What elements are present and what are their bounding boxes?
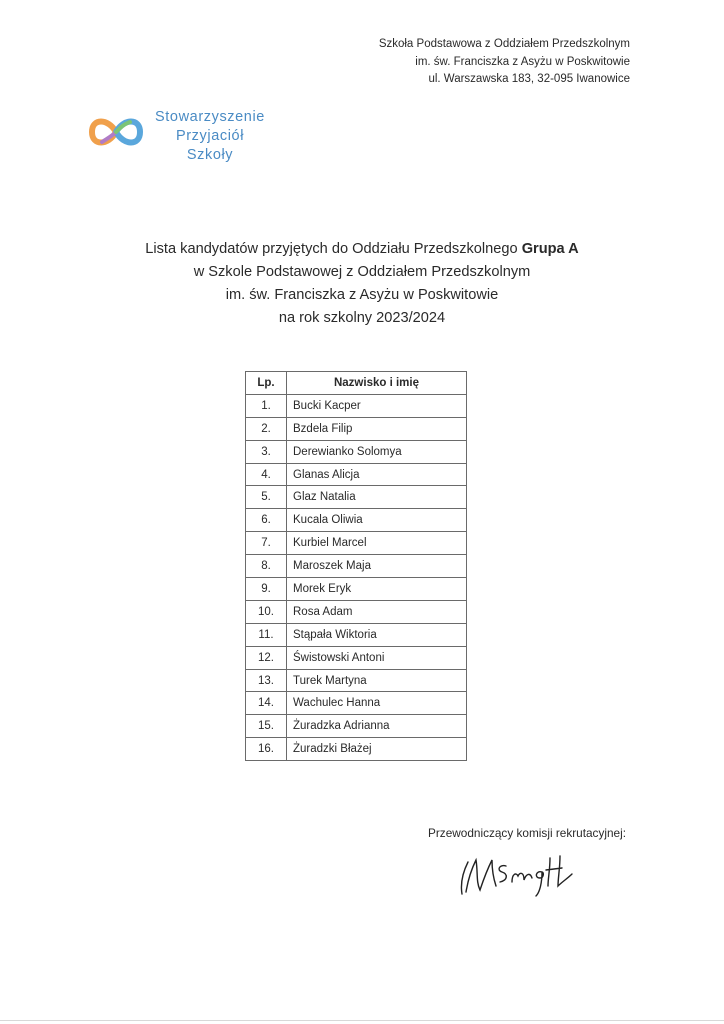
candidate-name: Żuradzka Adrianna bbox=[287, 715, 467, 738]
row-number: 3. bbox=[246, 440, 287, 463]
candidate-name: Derewianko Solomya bbox=[287, 440, 467, 463]
column-header-name: Nazwisko i imię bbox=[287, 372, 467, 395]
logo-line-3: Szkoły bbox=[186, 147, 234, 163]
handwritten-signature-icon bbox=[446, 838, 596, 905]
candidate-name: Żuradzki Błażej bbox=[287, 738, 467, 761]
candidate-name: Wachulec Hanna bbox=[287, 692, 467, 715]
candidate-name: Glaz Natalia bbox=[287, 486, 467, 509]
title-line-2: w Szkole Podstawowej z Oddziałem Przedszkolnym bbox=[193, 264, 531, 280]
title-line-4: na rok szkolny 2023/2024 bbox=[278, 310, 446, 326]
candidate-name: Maroszek Maja bbox=[287, 555, 467, 578]
candidate-name: Kucala Oliwia bbox=[287, 509, 467, 532]
row-number: 14. bbox=[246, 692, 287, 715]
table-row bbox=[246, 600, 467, 623]
infinity-ribbon-icon bbox=[88, 112, 144, 152]
table-row bbox=[246, 440, 467, 463]
column-header-lp: Lp. bbox=[246, 372, 287, 395]
candidate-name: Morek Eryk bbox=[287, 578, 467, 601]
candidate-name: Bucki Kacper bbox=[287, 394, 467, 417]
row-number: 10. bbox=[246, 600, 287, 623]
table-row bbox=[246, 555, 467, 578]
row-number: 11. bbox=[246, 623, 287, 646]
row-number: 15. bbox=[246, 715, 287, 738]
row-number: 12. bbox=[246, 646, 287, 669]
row-number: 7. bbox=[246, 532, 287, 555]
title-line-3: im. św. Franciszka z Asyżu w Poskwitowie bbox=[225, 287, 499, 303]
logo-line-1: Stowarzyszenie bbox=[155, 109, 265, 125]
admitted-candidates-table bbox=[245, 371, 467, 761]
table-row bbox=[246, 646, 467, 669]
row-number: 8. bbox=[246, 555, 287, 578]
school-address-line: ul. Warszawska 183, 32-095 Iwanowice bbox=[428, 73, 630, 85]
table-row bbox=[246, 417, 467, 440]
document-title bbox=[80, 238, 644, 330]
candidate-name: Stąpała Wiktoria bbox=[287, 623, 467, 646]
row-number: 2. bbox=[246, 417, 287, 440]
association-logo bbox=[88, 108, 278, 172]
table-row bbox=[246, 715, 467, 738]
table-row bbox=[246, 738, 467, 761]
chair-label: Przewodniczący komisji rekrutacyjnej: bbox=[428, 826, 626, 840]
table-row bbox=[246, 578, 467, 601]
table-row bbox=[246, 394, 467, 417]
logo-line-2: Przyjaciół bbox=[175, 128, 245, 144]
title-line-1-text: Lista kandydatów przyjętych do Oddziału Przedszkolnego bbox=[145, 241, 522, 257]
group-name: Grupa A bbox=[521, 241, 579, 257]
row-number: 6. bbox=[246, 509, 287, 532]
school-address-header bbox=[379, 36, 630, 89]
row-number: 4. bbox=[246, 463, 287, 486]
row-number: 13. bbox=[246, 669, 287, 692]
school-patron-line: im. św. Franciszka z Asyżu w Poskwitowie bbox=[415, 55, 630, 68]
logo-text bbox=[146, 108, 274, 165]
table-row bbox=[246, 463, 467, 486]
candidate-name: Turek Martyna bbox=[287, 669, 467, 692]
table-row bbox=[246, 669, 467, 692]
table-row bbox=[246, 486, 467, 509]
row-number: 16. bbox=[246, 738, 287, 761]
candidate-name: Glanas Alicja bbox=[287, 463, 467, 486]
row-number: 9. bbox=[246, 578, 287, 601]
candidate-name: Bzdela Filip bbox=[287, 417, 467, 440]
table-row bbox=[246, 532, 467, 555]
row-number: 1. bbox=[246, 394, 287, 417]
table-row bbox=[246, 623, 467, 646]
candidate-name: Świstowski Antoni bbox=[287, 646, 467, 669]
candidate-name: Rosa Adam bbox=[287, 600, 467, 623]
page-bottom-edge bbox=[0, 1020, 724, 1021]
table-row bbox=[246, 509, 467, 532]
row-number: 5. bbox=[246, 486, 287, 509]
school-name-line: Szkoła Podstawowa z Oddziałem Przedszkolnym bbox=[378, 38, 630, 50]
title-line-1 bbox=[80, 238, 644, 261]
candidate-name: Kurbiel Marcel bbox=[287, 532, 467, 555]
table-header-row bbox=[246, 372, 467, 395]
table-row bbox=[246, 692, 467, 715]
